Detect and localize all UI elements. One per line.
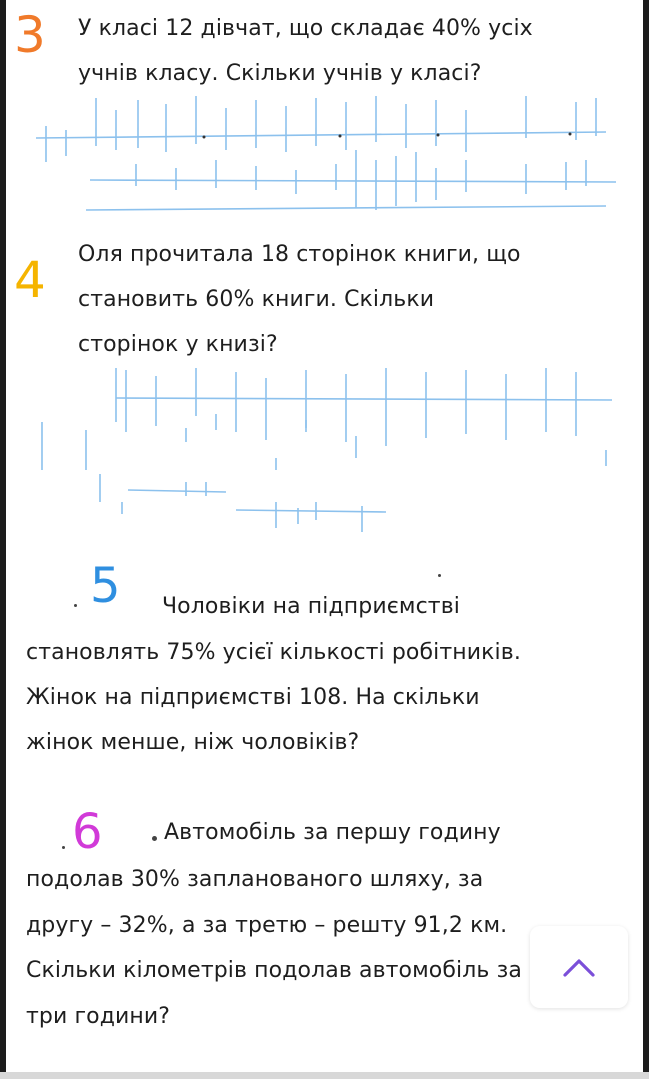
problem-5-number: 5: [90, 558, 121, 614]
problem-4-line-1: Оля прочитала 18 сторінок книги, що: [78, 242, 521, 267]
problem-4-scribble: [6, 362, 643, 540]
problem-5-line-3: Жінок на підприємстві 108. На скільки: [26, 685, 480, 710]
problem-3-line-1: У класі 12 дівчат, що складає 40% усіх: [78, 16, 533, 41]
stray-mark: [152, 836, 157, 841]
problem-5-line-1: Чоловіки на підприємстві: [162, 594, 460, 619]
worksheet-page: [6, 0, 643, 1072]
stray-mark: [438, 574, 441, 577]
page-bottom-edge: [0, 1072, 649, 1079]
stray-mark: [62, 846, 65, 849]
problem-6-line-1: Автомобіль за першу годину: [164, 820, 501, 845]
problem-4-line-3: сторінок у книзі?: [78, 332, 278, 357]
problem-3-line-2: учнів класу. Скільки учнів у класі?: [78, 61, 482, 86]
problem-3-number: 3: [14, 6, 46, 64]
problem-6-line-4: Скільки кілометрів подолав автомобіль за: [26, 958, 522, 983]
problem-5-line-2: становлять 75% усієї кількості робітників.: [26, 640, 521, 665]
chevron-up-icon: [562, 956, 596, 978]
problem-6-line-3: другу – 32%, а за третю – решту 91,2 км.: [26, 913, 508, 938]
problem-4-number: 4: [14, 251, 46, 309]
problem-5-line-4: жінок менше, ніж чоловіків?: [26, 730, 360, 755]
problem-6-line-5: три години?: [26, 1004, 171, 1029]
scroll-to-top-button[interactable]: [530, 926, 628, 1008]
stray-mark: [74, 604, 77, 607]
problem-6-line-2: подолав 30% запланованого шляху, за: [26, 867, 484, 892]
problem-3-scribble: [6, 90, 643, 220]
problem-6-number: 6: [72, 804, 103, 860]
problem-4-line-2: становить 60% книги. Скільки: [78, 287, 435, 312]
